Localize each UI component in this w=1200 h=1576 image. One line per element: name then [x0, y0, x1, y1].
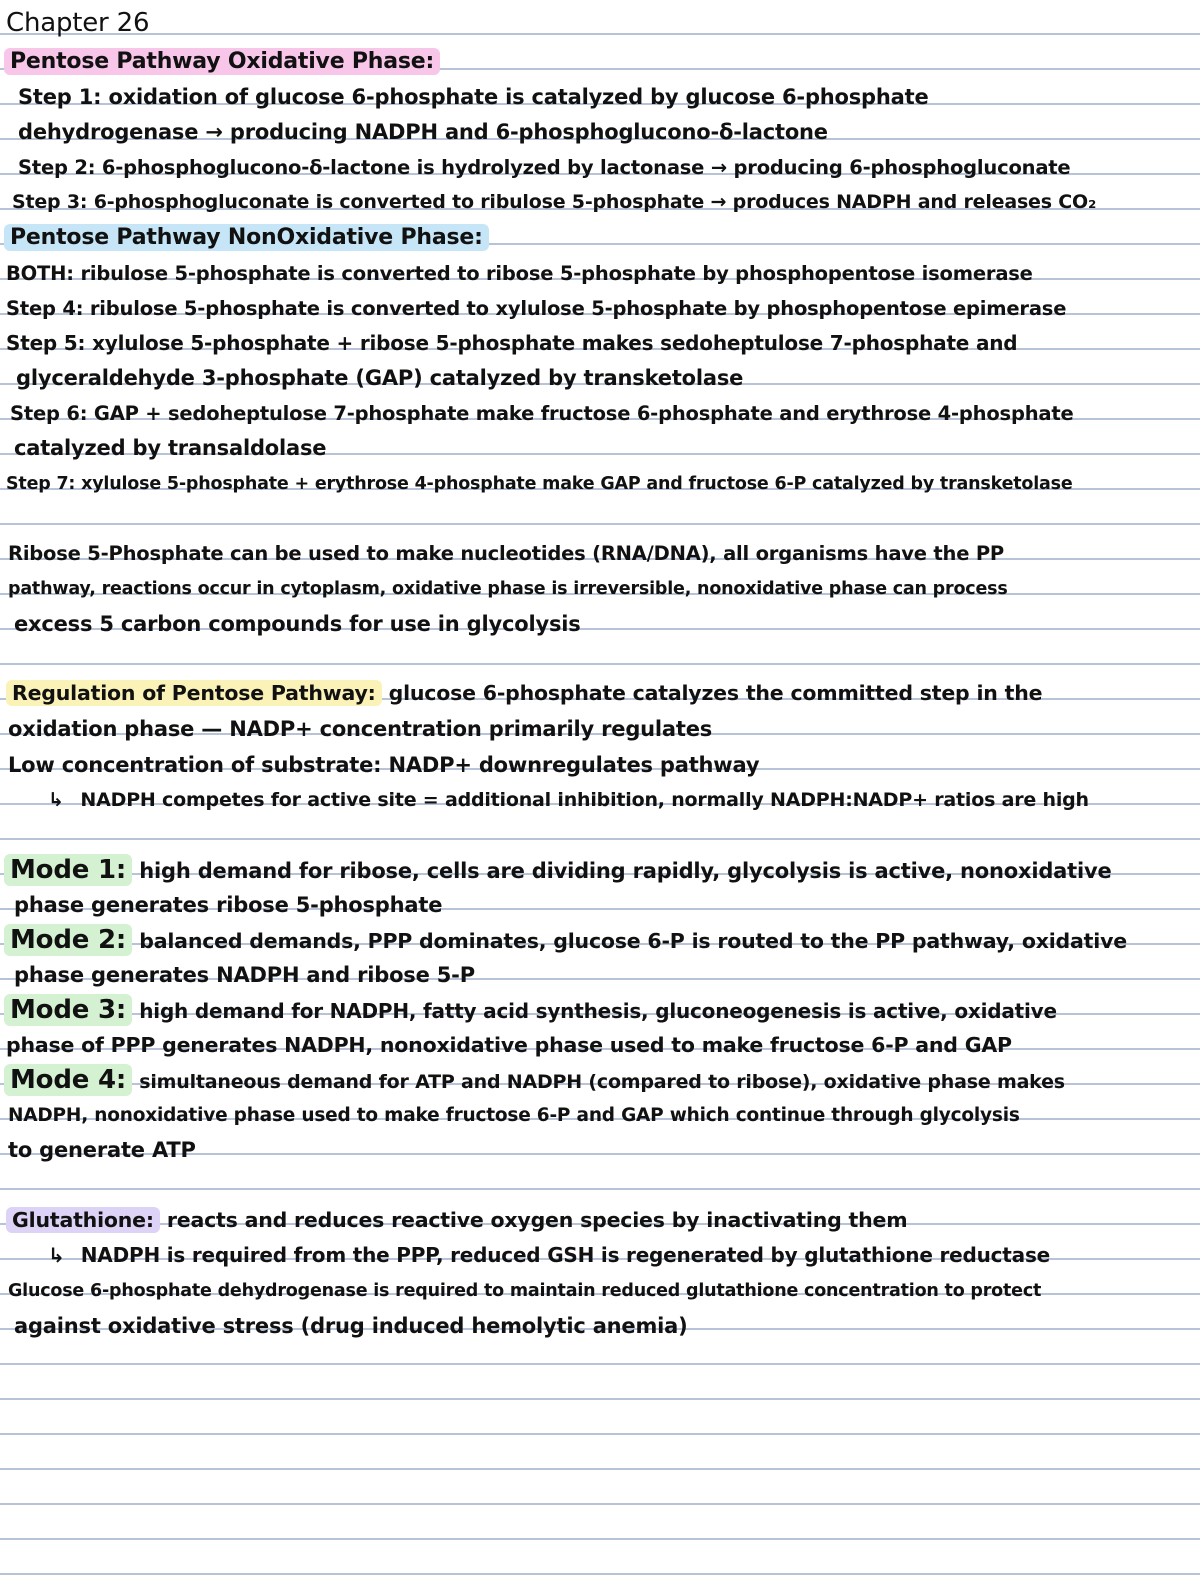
oxidative-step2: Step 2: 6-phosphoglucono-δ-lactone is hydrolyzed by lactonase → producing 6-phosphogluconate — [18, 156, 1071, 179]
glutathione-heading: Glutathione: — [6, 1207, 160, 1233]
oxidative-step1-line2: dehydrogenase → producing NADPH and 6-phosphoglucono-δ-lactone — [18, 120, 828, 144]
sub-arrow-icon: ↳ — [48, 1243, 65, 1267]
nonoxidative-step6-line2: catalyzed by transaldolase — [14, 436, 327, 460]
sub-arrow-icon: ↳ — [48, 789, 64, 811]
mode1-line1 — [4, 853, 1200, 888]
mode3-line2: phase of PPP generates NADPH, nonoxidative phase used to make fructose 6-P and GAP — [6, 1033, 1012, 1057]
nonoxidative-both: BOTH: ribulose 5-phosphate is converted to ribose 5-phosphate by phosphopentose isomerase — [6, 262, 1033, 285]
mode1-line2: phase generates ribose 5-phosphate — [14, 893, 443, 917]
ribose-line3: excess 5 carbon compounds for use in glycolysis — [14, 612, 581, 636]
mode4-line1 — [4, 1063, 1200, 1098]
regulation-line1 — [6, 676, 1200, 711]
mode1-label: Mode 1: — [4, 854, 132, 886]
regulation-heading: Regulation of Pentose Pathway: — [6, 680, 382, 706]
ribose-line2: pathway, reactions occur in cytoplasm, oxidative phase is irreversible, nonoxidative phase can process — [8, 579, 1008, 599]
glutathione-subnote: NADPH is required from the PPP, reduced GSH is regenerated by glutathione reductase — [80, 1243, 1051, 1267]
glutathione-line2 — [48, 1238, 1200, 1273]
mode4-line3: to generate ATP — [8, 1138, 196, 1162]
nonoxidative-step5-line1: Step 5: xylulose 5-phosphate + ribose 5-phosphate makes sedoheptulose 7-phosphate and — [6, 331, 1018, 355]
mode3-label: Mode 3: — [4, 994, 132, 1026]
nonoxidative-step4: Step 4: ribulose 5-phosphate is converted to xylulose 5-phosphate by phosphopentose epimerase — [6, 297, 1067, 320]
mode2-line1 — [4, 923, 1200, 958]
mode3-line1 — [4, 993, 1200, 1028]
ribose-line1: Ribose 5-Phosphate can be used to make nucleotides (RNA/DNA), all organisms have the PP — [8, 542, 1005, 565]
nonoxidative-step7: Step 7: xylulose 5-phosphate + erythrose 4-phosphate make GAP and fructose 6-P catalyzed by transketolase — [6, 474, 1073, 494]
regulation-text: glucose 6-phosphate catalyzes the committed step in the — [388, 681, 1043, 705]
mode2-label: Mode 2: — [4, 924, 132, 956]
regulation-line3: Low concentration of substrate: NADP+ downregulates pathway — [8, 753, 760, 777]
glutathione-text: reacts and reduces reactive oxygen species by inactivating them — [166, 1208, 908, 1232]
mode2-line2: phase generates NADPH and ribose 5-P — [14, 963, 475, 987]
nonoxidative-step6-line1: Step 6: GAP + sedoheptulose 7-phosphate make fructose 6-phosphate and erythrose 4-phosphate — [10, 402, 1074, 425]
nonoxidative-phase-heading: Pentose Pathway NonOxidative Phase: — [4, 224, 489, 251]
glutathione-line4: against oxidative stress (drug induced hemolytic anemia) — [14, 1314, 688, 1338]
mode3-text: high demand for NADPH, fatty acid synthesis, gluconeogenesis is active, oxidative — [139, 999, 1057, 1023]
oxidative-step3: Step 3: 6-phosphogluconate is converted to ribulose 5-phosphate → produces NADPH and releases CO₂ — [12, 191, 1097, 213]
mode4-text: simultaneous demand for ATP and NADPH (compared to ribose), oxidative phase makes — [139, 1071, 1065, 1093]
regulation-line4 — [48, 783, 1200, 818]
oxidative-phase-heading: Pentose Pathway Oxidative Phase: — [4, 48, 440, 75]
mode4-label: Mode 4: — [4, 1064, 132, 1096]
glutathione-line3: Glucose 6-phosphate dehydrogenase is required to maintain reduced glutathione concentration to protect — [8, 1281, 1042, 1301]
nonoxidative-heading-line — [4, 220, 1200, 255]
regulation-subnote: NADPH competes for active site = additional inhibition, normally NADPH:NADP+ ratios are high — [80, 789, 1089, 811]
regulation-line2: oxidation phase — NADP+ concentration primarily regulates — [8, 717, 713, 741]
mode1-text: high demand for ribose, cells are dividing rapidly, glycolysis is active, nonoxidative — [139, 859, 1112, 883]
nonoxidative-step5-line2: glyceraldehyde 3-phosphate (GAP) catalyzed by transketolase — [16, 366, 744, 390]
mode2-text: balanced demands, PPP dominates, glucose 6-P is routed to the PP pathway, oxidative — [139, 929, 1127, 953]
oxidative-step1-line1: Step 1: oxidation of glucose 6-phosphate is catalyzed by glucose 6-phosphate — [18, 85, 929, 109]
oxidative-heading-line — [4, 44, 1200, 79]
mode4-line2: NADPH, nonoxidative phase used to make fructose 6-P and GAP which continue through glycolysis — [8, 1105, 1020, 1126]
chapter-title: Chapter 26 — [6, 8, 150, 38]
glutathione-line1 — [6, 1203, 1200, 1238]
